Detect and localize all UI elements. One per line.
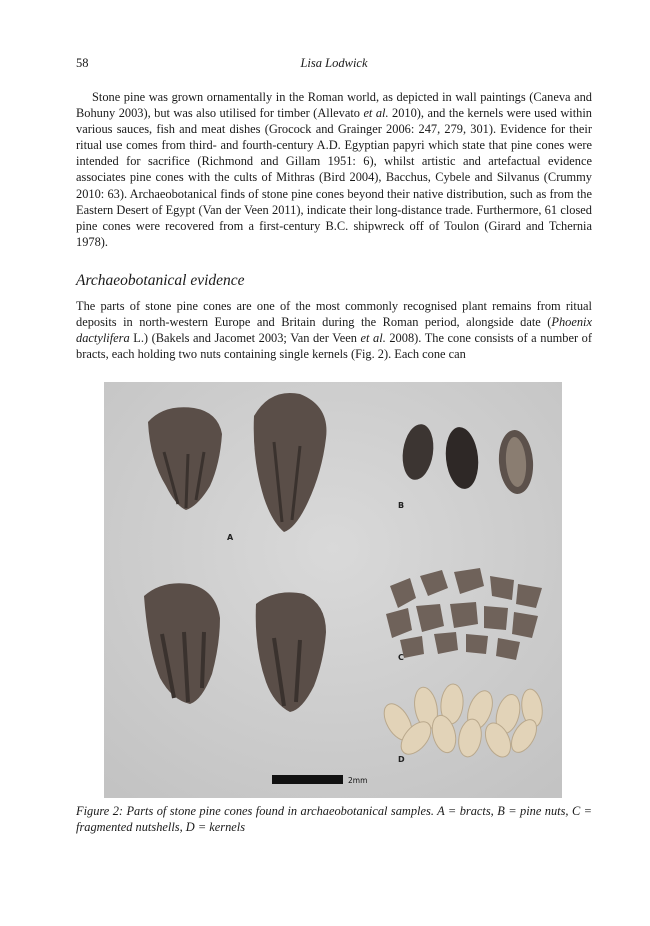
- label-b: B: [398, 501, 405, 510]
- scale-bar: [272, 775, 343, 784]
- scale-bar-label: 2mm: [348, 776, 368, 785]
- body-paragraph-1: Stone pine was grown ornamentally in the Roman world, as depicted in wall paintings (Caneva and Bohuny 2003), but was also utilised for timber (Allevato et al. 2010), and the kernels were used within various sauces, fish and meat dishes (Grocock and Grainger 2006: 247, 279, 301). Evidence for their ritual use comes from third- and fourth-century A.D. Egyptian papyri which state that pine cones were intended for sacrifice (Richmond and Gillam 1951: 6), whilst artistic and artefactual evidence associates pine cones with the cults of Mithras (Bird 2004), Bacchus, Cybele and Silvanus (Crummy 2010: 63). Archaeobotanical finds of stone pine cones beyond their native distribution, such as from the Eastern Desert of Egypt (Van der Veen 2011), indicate their long-distance trade. Furthermore, 61 closed pine cones were recovered from a first-century B.C. shipwreck off of Toulon (Girard and Tchernia 1978).: [76, 90, 592, 249]
- label-d: D: [398, 755, 405, 764]
- label-c: C: [398, 653, 404, 662]
- page-number: 58: [76, 56, 89, 70]
- page-header: [76, 56, 592, 72]
- body-paragraph-2: The parts of stone pine cones are one of the most commonly recognised plant remains from ritual deposits in north-western Europe and Britain during the Roman period, alongside date (Phoenix dactylifera L.) (Bakels and Jacomet 2003; Van der Veen et al. 2008). The cone consists of a number of bracts, each holding two nuts containing single kernels (Fig. 2). Each cone can: [76, 299, 592, 362]
- figure-caption: Figure 2: Parts of stone pine cones found in archaeobotanical samples. A = bracts, B = pine nuts, C = fragmented nutshells, D = kernels: [76, 804, 592, 835]
- label-a: A: [227, 533, 234, 542]
- section-heading: Archaeobotanical evidence: [76, 272, 245, 289]
- running-head: Lisa Lodwick: [300, 56, 368, 70]
- figure-photo: [104, 382, 562, 798]
